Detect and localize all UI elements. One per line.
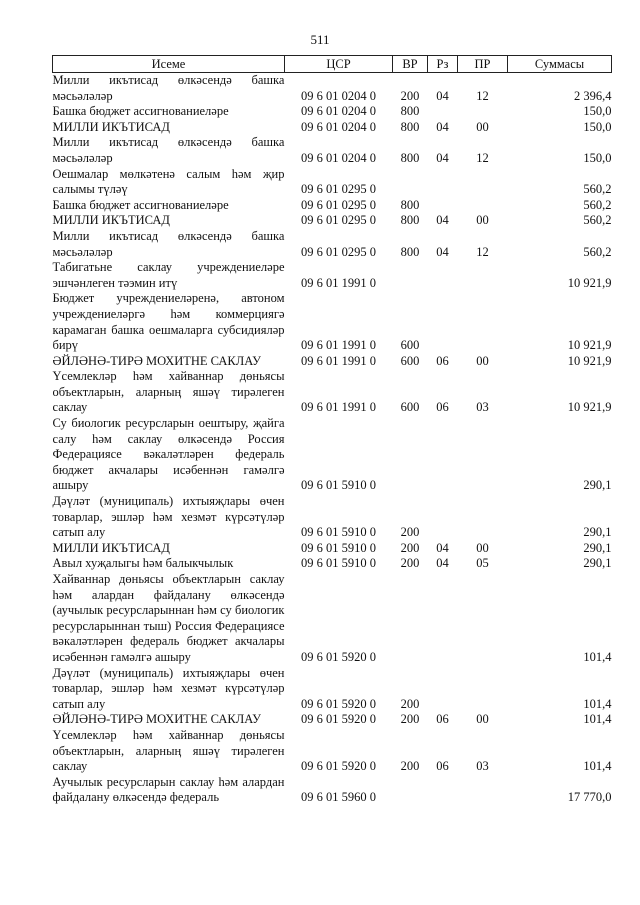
- cell-pr: [458, 666, 508, 713]
- cell-pr: [458, 291, 508, 353]
- table-row: [53, 198, 612, 214]
- cell-sum: 10 921,9: [567, 275, 612, 290]
- cell-vr: [393, 167, 428, 198]
- cell-csr: 09 6 01 0204 0: [301, 88, 376, 103]
- cell-csr: 09 6 01 0295 0: [301, 213, 376, 228]
- cell-pr: 03: [476, 400, 489, 415]
- header-row: [53, 56, 612, 73]
- header-name: Исеме: [53, 56, 285, 73]
- cell-csr: 09 6 01 5920 0: [301, 759, 376, 774]
- cell-rz: 04: [436, 119, 449, 134]
- cell-pr: 12: [476, 244, 489, 259]
- cell-vr: 800: [400, 150, 420, 165]
- table-row: [53, 291, 612, 353]
- cell-rz: [428, 416, 458, 494]
- table-row: [53, 712, 612, 728]
- cell-pr: [458, 167, 508, 198]
- table-row: [53, 104, 612, 120]
- header-rz: Рз: [428, 56, 458, 73]
- table-row: [53, 775, 612, 806]
- cell-rz: 04: [436, 540, 449, 555]
- cell-pr: 00: [476, 119, 489, 134]
- cell-vr: 800: [400, 119, 420, 134]
- cell-sum: 560,2: [583, 182, 612, 197]
- cell-csr: 09 6 01 5920 0: [301, 649, 376, 664]
- table-row: [53, 556, 612, 572]
- cell-csr: 09 6 01 0204 0: [301, 150, 376, 165]
- cell-vr: 200: [400, 556, 420, 571]
- cell-rz: 06: [436, 759, 449, 774]
- cell-sum: 290,1: [583, 478, 612, 493]
- table-row: [53, 120, 612, 136]
- cell-sum: 560,2: [583, 213, 612, 228]
- cell-vr: [393, 416, 428, 494]
- cell-sum: 10 921,9: [567, 353, 612, 368]
- cell-rz: 04: [436, 213, 449, 228]
- header-csr: ЦСР: [285, 56, 393, 73]
- cell-pr: 00: [476, 712, 489, 727]
- cell-pr: [458, 104, 508, 120]
- cell-vr: 200: [400, 540, 420, 555]
- cell-vr: 600: [400, 400, 420, 415]
- cell-vr: 800: [400, 244, 420, 259]
- cell-vr: 200: [400, 525, 420, 540]
- cell-vr: 600: [400, 353, 420, 368]
- table-row: [53, 213, 612, 229]
- cell-rz: [428, 666, 458, 713]
- table-row: [53, 541, 612, 557]
- cell-sum: 560,2: [583, 244, 612, 259]
- cell-csr: 09 6 01 1991 0: [301, 338, 376, 353]
- cell-pr: 05: [476, 556, 489, 571]
- cell-name: Оешмалар мөлкәтенә салым һәм җир салымы түләү: [52, 166, 285, 197]
- cell-name: Табигатьне саклау учреждениеләре эшчәнлеген тәэмин итү: [52, 260, 285, 290]
- header-vr: ВР: [393, 56, 428, 73]
- cell-name: Дәүләт (муниципаль) ихтыяҗлары өчен товарлар, эшләр һәм хезмәт күрсәтүләр сатып алу: [52, 494, 285, 540]
- cell-vr: 800: [400, 213, 420, 228]
- cell-rz: [428, 198, 458, 214]
- table-row: [53, 728, 612, 775]
- cell-name: Дәүләт (муниципаль) ихтыяҗлары өчен товарлар, эшләр һәм хезмәт күрсәтүләр сатып алу: [52, 665, 285, 711]
- cell-csr: 09 6 01 5910 0: [301, 525, 376, 540]
- cell-csr: 09 6 01 0204 0: [301, 104, 376, 119]
- cell-name: Башка бюджет ассигнованиеләре: [52, 104, 229, 119]
- table-row: [53, 369, 612, 416]
- cell-vr: [393, 572, 428, 666]
- cell-csr: 09 6 01 5910 0: [301, 478, 376, 493]
- cell-vr: 600: [400, 338, 420, 353]
- cell-rz: 04: [436, 556, 449, 571]
- cell-pr: [458, 198, 508, 214]
- cell-pr: [458, 775, 508, 806]
- cell-csr: 09 6 01 0295 0: [301, 182, 376, 197]
- cell-vr: 200: [400, 88, 420, 103]
- cell-vr: 200: [400, 696, 420, 711]
- cell-sum: 101,4: [583, 712, 612, 727]
- cell-vr: 800: [400, 197, 420, 212]
- header-pr: ПР: [458, 56, 508, 73]
- table-row: [53, 416, 612, 494]
- cell-rz: [428, 494, 458, 541]
- cell-pr: 03: [476, 759, 489, 774]
- cell-csr: 09 6 01 5920 0: [301, 712, 376, 727]
- cell-rz: 06: [436, 353, 449, 368]
- table-row: [53, 167, 612, 198]
- cell-csr: 09 6 01 5960 0: [301, 790, 376, 805]
- cell-name: Милли икътисад өлкәсендә башка мәсьәләләр: [52, 135, 285, 165]
- cell-csr: 09 6 01 5910 0: [301, 540, 376, 555]
- cell-sum: 290,1: [583, 540, 612, 555]
- cell-name: ӘЙЛӘНӘ-ТИРӘ МОХИТНЕ САКЛАУ: [52, 353, 262, 368]
- cell-name: Үсемлекләр һәм хайваннар дөньясы объектларын, аларның яшәү тирәлеген саклау: [52, 369, 285, 415]
- cell-csr: 09 6 01 5920 0: [301, 696, 376, 711]
- cell-rz: [428, 572, 458, 666]
- cell-csr: 09 6 01 0295 0: [301, 197, 376, 212]
- cell-sum: 10 921,9: [567, 338, 612, 353]
- table-row: [53, 494, 612, 541]
- cell-pr: 12: [476, 150, 489, 165]
- header-sum: Суммасы: [508, 56, 612, 73]
- cell-name: Башка бюджет ассигнованиеләре: [52, 197, 229, 212]
- cell-name: МИЛЛИ ИКЪТИСАД: [52, 119, 170, 134]
- cell-sum: 290,1: [583, 525, 612, 540]
- cell-name: Үсемлекләр һәм хайваннар дөньясы объектларын, аларның яшәү тирәлеген саклау: [52, 727, 285, 774]
- table-row: [53, 135, 612, 166]
- page-number: 511: [310, 32, 330, 47]
- cell-name: Авыл хуҗалыгы һәм балыкчылык: [52, 556, 234, 571]
- cell-pr: 00: [476, 213, 489, 228]
- cell-pr: [458, 494, 508, 541]
- cell-vr: 200: [400, 712, 420, 727]
- cell-sum: 101,4: [583, 696, 612, 711]
- cell-rz: [428, 167, 458, 198]
- cell-rz: [428, 104, 458, 120]
- cell-csr: 09 6 01 5910 0: [301, 556, 376, 571]
- cell-name: Милли икътисад өлкәсендә башка мәсьәләләр: [52, 73, 285, 103]
- cell-name: Аучылык ресурсларын саклау һәм алардан файдалану өлкәсендә федераль: [52, 774, 285, 805]
- table-row: [53, 572, 612, 666]
- cell-sum: 150,0: [583, 150, 612, 165]
- cell-vr: 200: [400, 759, 420, 774]
- cell-csr: 09 6 01 1991 0: [301, 400, 376, 415]
- cell-name: Милли икътисад өлкәсендә башка мәсьәләләр: [52, 228, 285, 259]
- table-header: [53, 56, 612, 73]
- table-row: [53, 73, 612, 105]
- cell-sum: 150,0: [583, 119, 612, 134]
- cell-rz: [428, 775, 458, 806]
- cell-sum: 10 921,9: [567, 400, 612, 415]
- table-body: [53, 73, 612, 806]
- cell-rz: [428, 291, 458, 353]
- cell-vr: 800: [400, 104, 420, 119]
- cell-sum: 290,1: [583, 556, 612, 571]
- cell-pr: 12: [476, 88, 489, 103]
- cell-name: МИЛЛИ ИКЪТИСАД: [52, 540, 170, 555]
- cell-vr: [393, 260, 428, 291]
- cell-sum: 560,2: [583, 197, 612, 212]
- cell-vr: [393, 775, 428, 806]
- cell-pr: [458, 260, 508, 291]
- cell-rz: 06: [436, 712, 449, 727]
- cell-sum: 2 396,4: [574, 88, 612, 103]
- cell-csr: 09 6 01 0204 0: [301, 119, 376, 134]
- cell-rz: 04: [436, 244, 449, 259]
- cell-name: Хайваннар дөньясы объектларын саклау һәм алардан файдалану өлкәсендә (аучылык ресурсларыннан һәм су биологик ресурсларыннан тыш) Россия Федерациясе вәкаләтләрен федераль бюджет акчалары исәбеннән гамәлгә ашыру: [52, 572, 285, 664]
- cell-csr: 09 6 01 1991 0: [301, 353, 376, 368]
- table-row: [53, 666, 612, 713]
- table-row: [53, 229, 612, 260]
- cell-name: МИЛЛИ ИКЪТИСАД: [52, 213, 170, 228]
- cell-rz: 06: [436, 400, 449, 415]
- table-row: [53, 260, 612, 291]
- cell-rz: [428, 260, 458, 291]
- cell-pr: [458, 572, 508, 666]
- cell-name: Бюджет учреждениеләренә, автоном учреждениеләргә һәм коммерциягә карамаган башка оешмаларга субсидияләр бирү: [52, 291, 285, 353]
- cell-sum: 150,0: [583, 104, 612, 119]
- cell-csr: 09 6 01 1991 0: [301, 275, 376, 290]
- cell-rz: 04: [436, 88, 449, 103]
- cell-name: Су биологик ресурсларын оештыру, җайга салу һәм саклау өлкәсендә Россия Федерациясе вәкаләтләрен федераль бюджет акчалары исәбеннән гамәлгә ашыру: [52, 416, 285, 493]
- cell-pr: 00: [476, 540, 489, 555]
- cell-sum: 101,4: [583, 759, 612, 774]
- cell-name: ӘЙЛӘНӘ-ТИРӘ МОХИТНЕ САКЛАУ: [52, 712, 262, 727]
- cell-sum: 17 770,0: [567, 790, 612, 805]
- table-row: [53, 354, 612, 370]
- budget-table: [52, 55, 612, 806]
- cell-csr: 09 6 01 0295 0: [301, 244, 376, 259]
- cell-pr: 00: [476, 353, 489, 368]
- cell-sum: 101,4: [583, 649, 612, 664]
- cell-rz: 04: [436, 150, 449, 165]
- cell-pr: [458, 416, 508, 494]
